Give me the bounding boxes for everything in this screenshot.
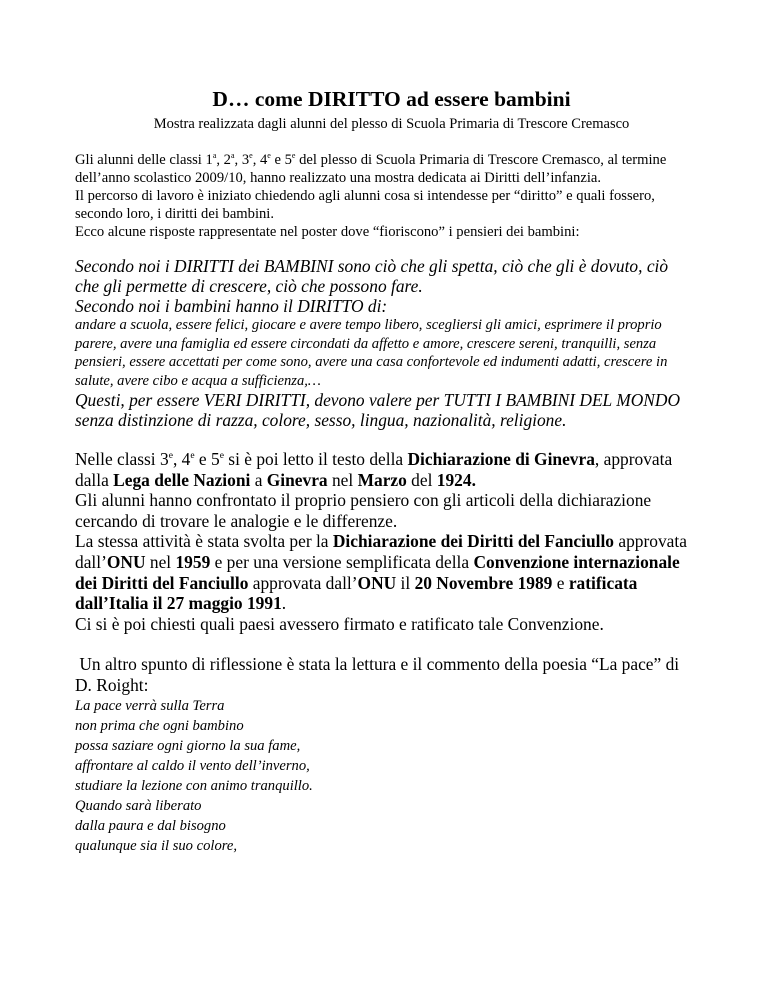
- declarations-section: [75, 449, 696, 634]
- poem-line: La pace verrà sulla Terra: [75, 698, 225, 715]
- poem-section: [75, 654, 696, 856]
- onu-paragraph: La stessa attività è stata svolta per la Dichiarazione dei Diritti del Fanciullo approvata dall’ONU nel 1959 e per una versione semplificata della Convenzione internazionale dei Diritti del Fanciullo approvata dall’ONU il 20 Novembre 1989 e ratificata dall’Italia il 27 maggio 1991.: [75, 531, 687, 614]
- answers-definition: Secondo noi i DIRITTI dei BAMBINI sono ciò che gli spetta, ciò che gli è dovuto, ciò che gli permette di crescere, ciò che possono fare.: [75, 256, 669, 296]
- poem-line: Quando sarà liberato: [75, 798, 202, 815]
- intro-paragraph-1: Gli alunni delle classi 1$^a$, 2$^a$, 3e, 4e e 5e del plesso di Scuola Primaria di Trescore Cremasco, al termine dell’anno scolastico 2009/10, hanno realizzato una mostra dedicata ai Diritti dell’infanzia.: [75, 150, 667, 186]
- page-subtitle: Mostra realizzata dagli alunni del plesso di Scuola Primaria di Trescore Cremasco: [153, 116, 630, 132]
- answers-list: andare a scuola, essere felici, giocare e avere tempo libero, scegliersi gli amici, esprimere il proprio parere, avere una famiglia ed essere circondati da affetto e amore, crescere sereni, tranquilli, senza pensieri, essere accettati per come sono, avere una casa confortevole ed indumenti adatti, crescere in salute, avere cibo e acqua a sufficienza,…: [75, 317, 668, 389]
- poem-line: possa saziare ogni giorno la sua fame,: [75, 738, 301, 755]
- poem-line: dalla paura e dal bisogno: [75, 818, 226, 835]
- intro-paragraph-2: Il percorso di lavoro è iniziato chiedendo agli alunni cosa si intendesse per “diritto” e quali fossero, secondo loro, i diritti dei bambini.: [75, 188, 655, 222]
- ratification-paragraph: Ci si è poi chiesti quali paesi avessero firmato e ratificato tale Convenzione.: [75, 613, 604, 634]
- poem-line: affrontare al caldo il vento dell’inverno,: [75, 758, 310, 775]
- intro-section: [75, 151, 696, 241]
- intro-paragraph-3: Ecco alcune risposte rappresentate nel poster dove “fioriscono” i pensieri dei bambini:: [75, 224, 580, 240]
- comparison-paragraph: Gli alunni hanno confrontato il proprio pensiero con gli articoli della dichiarazione cercando di trovare le analogie e le differenze.: [75, 490, 652, 531]
- poem-line: studiare la lezione con animo tranquillo.: [75, 778, 313, 795]
- children-answers: [75, 256, 696, 430]
- poem-intro: Un altro spunto di riflessione è stata la lettura e il commento della poesia “La pace” di D. Roight:: [75, 654, 684, 696]
- poem-text: [75, 696, 696, 856]
- poem-line: qualunque sia il suo colore,: [75, 838, 238, 855]
- answers-conclusion: Questi, per essere VERI DIRITTI, devono valere per TUTTI I BAMBINI DEL MONDO senza distinzione di razza, colore, sesso, lingua, nazionalità, religione.: [75, 390, 681, 430]
- page-title: D… come DIRITTO ad essere bambini: [212, 87, 571, 111]
- poem-line: non prima che ogni bambino: [75, 718, 244, 735]
- geneva-paragraph: Nelle classi 3e, 4e e 5e si è poi letto il testo della Dichiarazione di Ginevra, approvata dalla Lega delle Nazioni a Ginevra nel Marzo del 1924.: [75, 449, 673, 490]
- answers-heading: Secondo noi i bambini hanno il DIRITTO di:: [75, 296, 388, 316]
